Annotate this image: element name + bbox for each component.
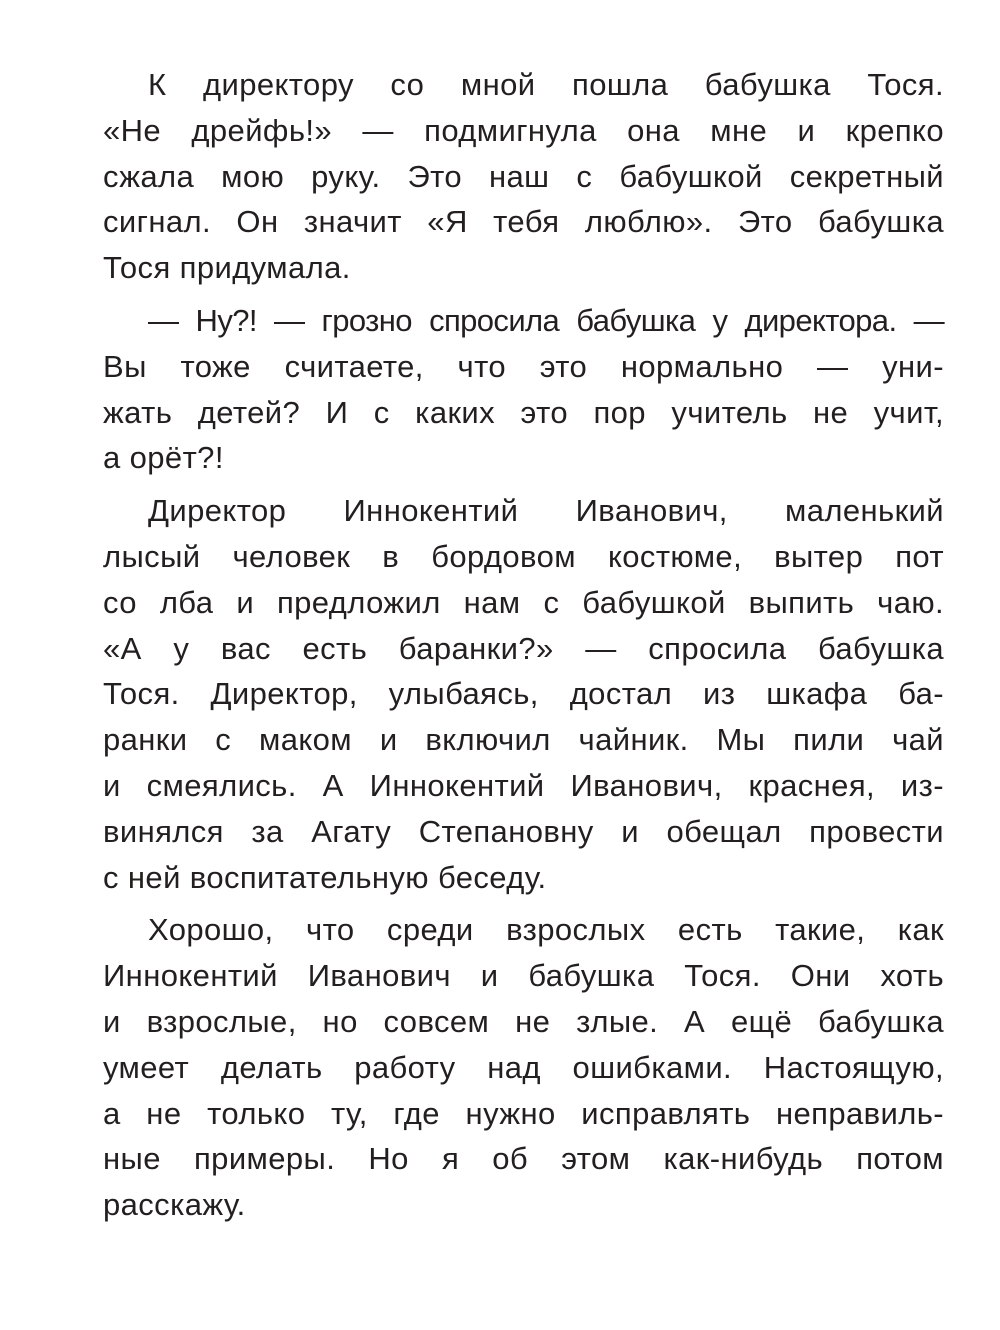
text-line: лысый человек в бордовом костюме, вытер пот (103, 538, 944, 574)
text-line: Тося придумала. (103, 250, 351, 286)
text-line: жать детей? И с каких это пор учитель не учит, (103, 394, 944, 430)
text-line: — Ну?! — грозно спросила бабушка у директора. — (148, 302, 944, 338)
text-line: и взрослые, но совсем не злые. А ещё бабушка (103, 1003, 944, 1039)
text-line: а не только ту, где нужно исправлять неправиль- (103, 1095, 944, 1131)
text-line: сигнал. Он значит «Я тебя люблю». Это бабушка (103, 204, 944, 240)
text-line: Вы тоже считаете, что это нормально — уни- (103, 348, 944, 384)
text-line: «А у вас есть баранки?» — спросила бабушка (103, 630, 944, 666)
text-line: ранки с маком и включил чайник. Мы пили чай (103, 722, 944, 758)
text-line: винялся за Агату Степановну и обещал провести (103, 813, 944, 849)
text-line: «Не дрейфь!» — подмигнула она мне и крепко (103, 112, 944, 148)
paragraph-2 (103, 298, 944, 481)
text-line: с ней воспитательную беседу. (103, 859, 547, 895)
paragraph-4 (103, 907, 944, 1228)
text-line: со лба и предложил нам с бабушкой выпить чаю. (103, 584, 944, 620)
text-line: а орёт?! (103, 440, 224, 476)
text-line: Иннокентий Иванович и бабушка Тося. Они хоть (103, 958, 944, 994)
text-line: расскажу. (103, 1187, 246, 1223)
text-line: ные примеры. Но я об этом как-нибудь потом (103, 1141, 944, 1177)
text-line: Тося. Директор, улыбаясь, достал из шкафа ба- (103, 676, 944, 712)
paragraph-3 (103, 488, 944, 900)
text-line: сжала мою руку. Это наш с бабушкой секретный (103, 158, 944, 194)
text-line: и смеялись. А Иннокентий Иванович, краснея, из- (103, 767, 944, 803)
text-line: Хорошо, что среди взрослых есть такие, как (148, 912, 944, 948)
text-line: К директору со мной пошла бабушка Тося. (148, 67, 944, 102)
text-line: Директор Иннокентий Иванович, маленький (148, 493, 944, 529)
book-page (103, 62, 944, 1235)
paragraph-1 (103, 62, 944, 291)
text-line: умеет делать работу над ошибками. Настоящую, (103, 1049, 944, 1085)
